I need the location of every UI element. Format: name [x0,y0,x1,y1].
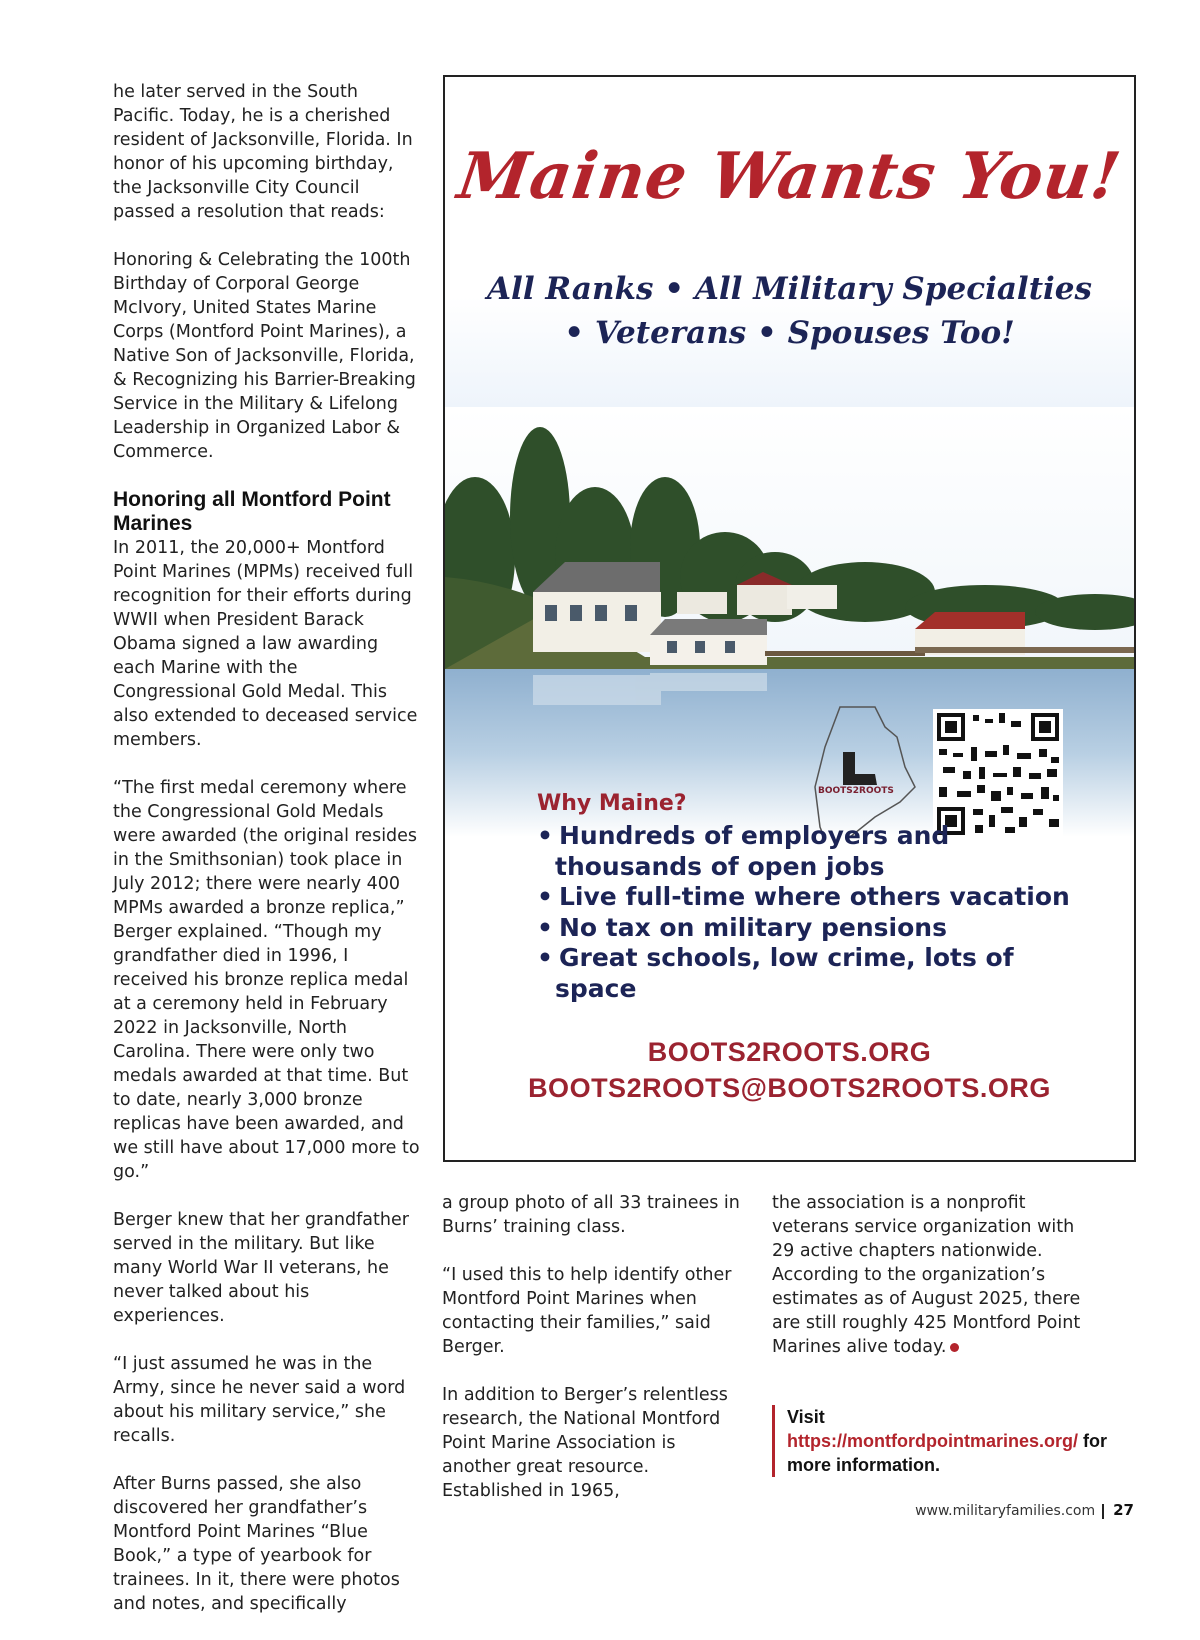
footer-website[interactable]: www.militaryfamilies.com [915,1503,1096,1519]
benefit-item: • Great schools, low crime, lots of space [537,943,1097,1004]
middle-article-column [442,1191,742,1527]
section-heading: Honoring all Montford Point Marines [113,488,391,535]
footer-divider [1102,1504,1104,1519]
house [650,619,767,665]
body-paragraph: he later served in the South Pacific. Today, he is a cherished resident of Jacksonville, Florida. In honor of his upcoming birthday, the Jacksonville City Council passed a resolution that reads: [113,82,413,222]
body-paragraph: After Burns passed, she also discovered her grandfather’s Montford Point Marines “Blue Book,” a type of yearbook for trainees. In it, there were photos and notes, and specifically [113,1474,400,1614]
body-paragraph: Berger knew that her grandfather served in the military. But like many World War II veterans, he never talked about his experiences. [113,1210,409,1326]
harbor-scene-image [445,407,1134,837]
why-maine-heading: Why Maine? [537,791,687,816]
ad-subtitle [445,267,1134,355]
closing-paragraph-text: the association is a nonprofit veterans service organization with 29 active chapters nationwide. According to the organization’s estimates as of August 2025, there are still roughly 425 Montford Point Marines alive today. [772,1193,1081,1357]
ad-website-link[interactable]: BOOTS2ROOTS.ORG [647,1037,932,1067]
visit-suffix: for more information. [787,1431,1107,1475]
body-paragraph: In 2011, the 20,000+ Montford Point Marines (MPMs) received full recognition for their efforts during WWII when President Barack Obama signed a law awarding each Marine with the Congressional Gold Medal. This also extended to deceased service members. [113,538,418,750]
why-maine-section [537,789,1097,1004]
ad-subtitle-line: • Veterans • Spouses Too! [564,315,1015,351]
resolution-paragraph: Honoring & Celebrating the 100th Birthday of Corporal George McIvory, United States Marine Corps (Montford Point Marines), a Native Son of Jacksonville, Florida, & Recognizing his Barrier-Breaking Service in the Military & Lifelong Leadership in Organized Labor & Commerce. [113,250,416,462]
left-article-column [113,80,423,1640]
ad-subtitle-line: All Ranks • All Military Specialties [487,271,1092,307]
body-paragraph: “I just assumed he was in the Army, since he never said a word about his military service,” she recalls. [113,1354,406,1446]
ad-headline: Maine Wants You! [453,139,1126,214]
house [533,562,661,652]
right-article-column [772,1191,1082,1383]
body-paragraph: In addition to Berger’s relentless research, the National Montford Point Marine Association is another great resource. Established in 1965, [442,1385,728,1501]
boots2roots-advertisement [443,75,1136,1162]
benefit-item: • Live full-time where others vacation [537,882,1097,913]
body-paragraph: “The first medal ceremony where the Congressional Gold Medals were awarded (the original resides in the Smithsonian) took place in July 2012; there were nearly 400 MPMs awarded a bronze replica,” Berger explained. “Though my grandfather died in 1996, I received his bronze replica medal at a ceremony held in February 2022 in Jacksonville, North Carolina. There were only two medals awarded at that time. But to date, nearly 3,000 bronze replicas have been awarded, and we still have about 17,000 more to go.” [113,778,420,1182]
ad-email-link[interactable]: BOOTS2ROOTS@BOOTS2ROOTS.ORG [528,1073,1051,1103]
end-mark-icon [950,1343,959,1352]
ad-logo: BOOTS2ROOTS [818,786,894,796]
benefits-list [537,821,1097,1004]
montford-point-link[interactable]: https://montfordpointmarines.org/ [787,1431,1078,1451]
visit-prefix: Visit [787,1407,825,1427]
page-number: 27 [1113,1501,1134,1519]
body-paragraph: “I used this to help identify other Montford Point Marines when contacting their families,” said Berger. [442,1265,732,1357]
more-info-callout [772,1405,1117,1477]
page-footer [915,1501,1134,1519]
body-paragraph: a group photo of all 33 trainees in Burns’ training class. [442,1193,740,1237]
benefit-item: • Hundreds of employers and thousands of open jobs [537,821,1097,882]
body-paragraph [772,1191,1082,1359]
benefit-item: • No tax on military pensions [537,913,1097,944]
